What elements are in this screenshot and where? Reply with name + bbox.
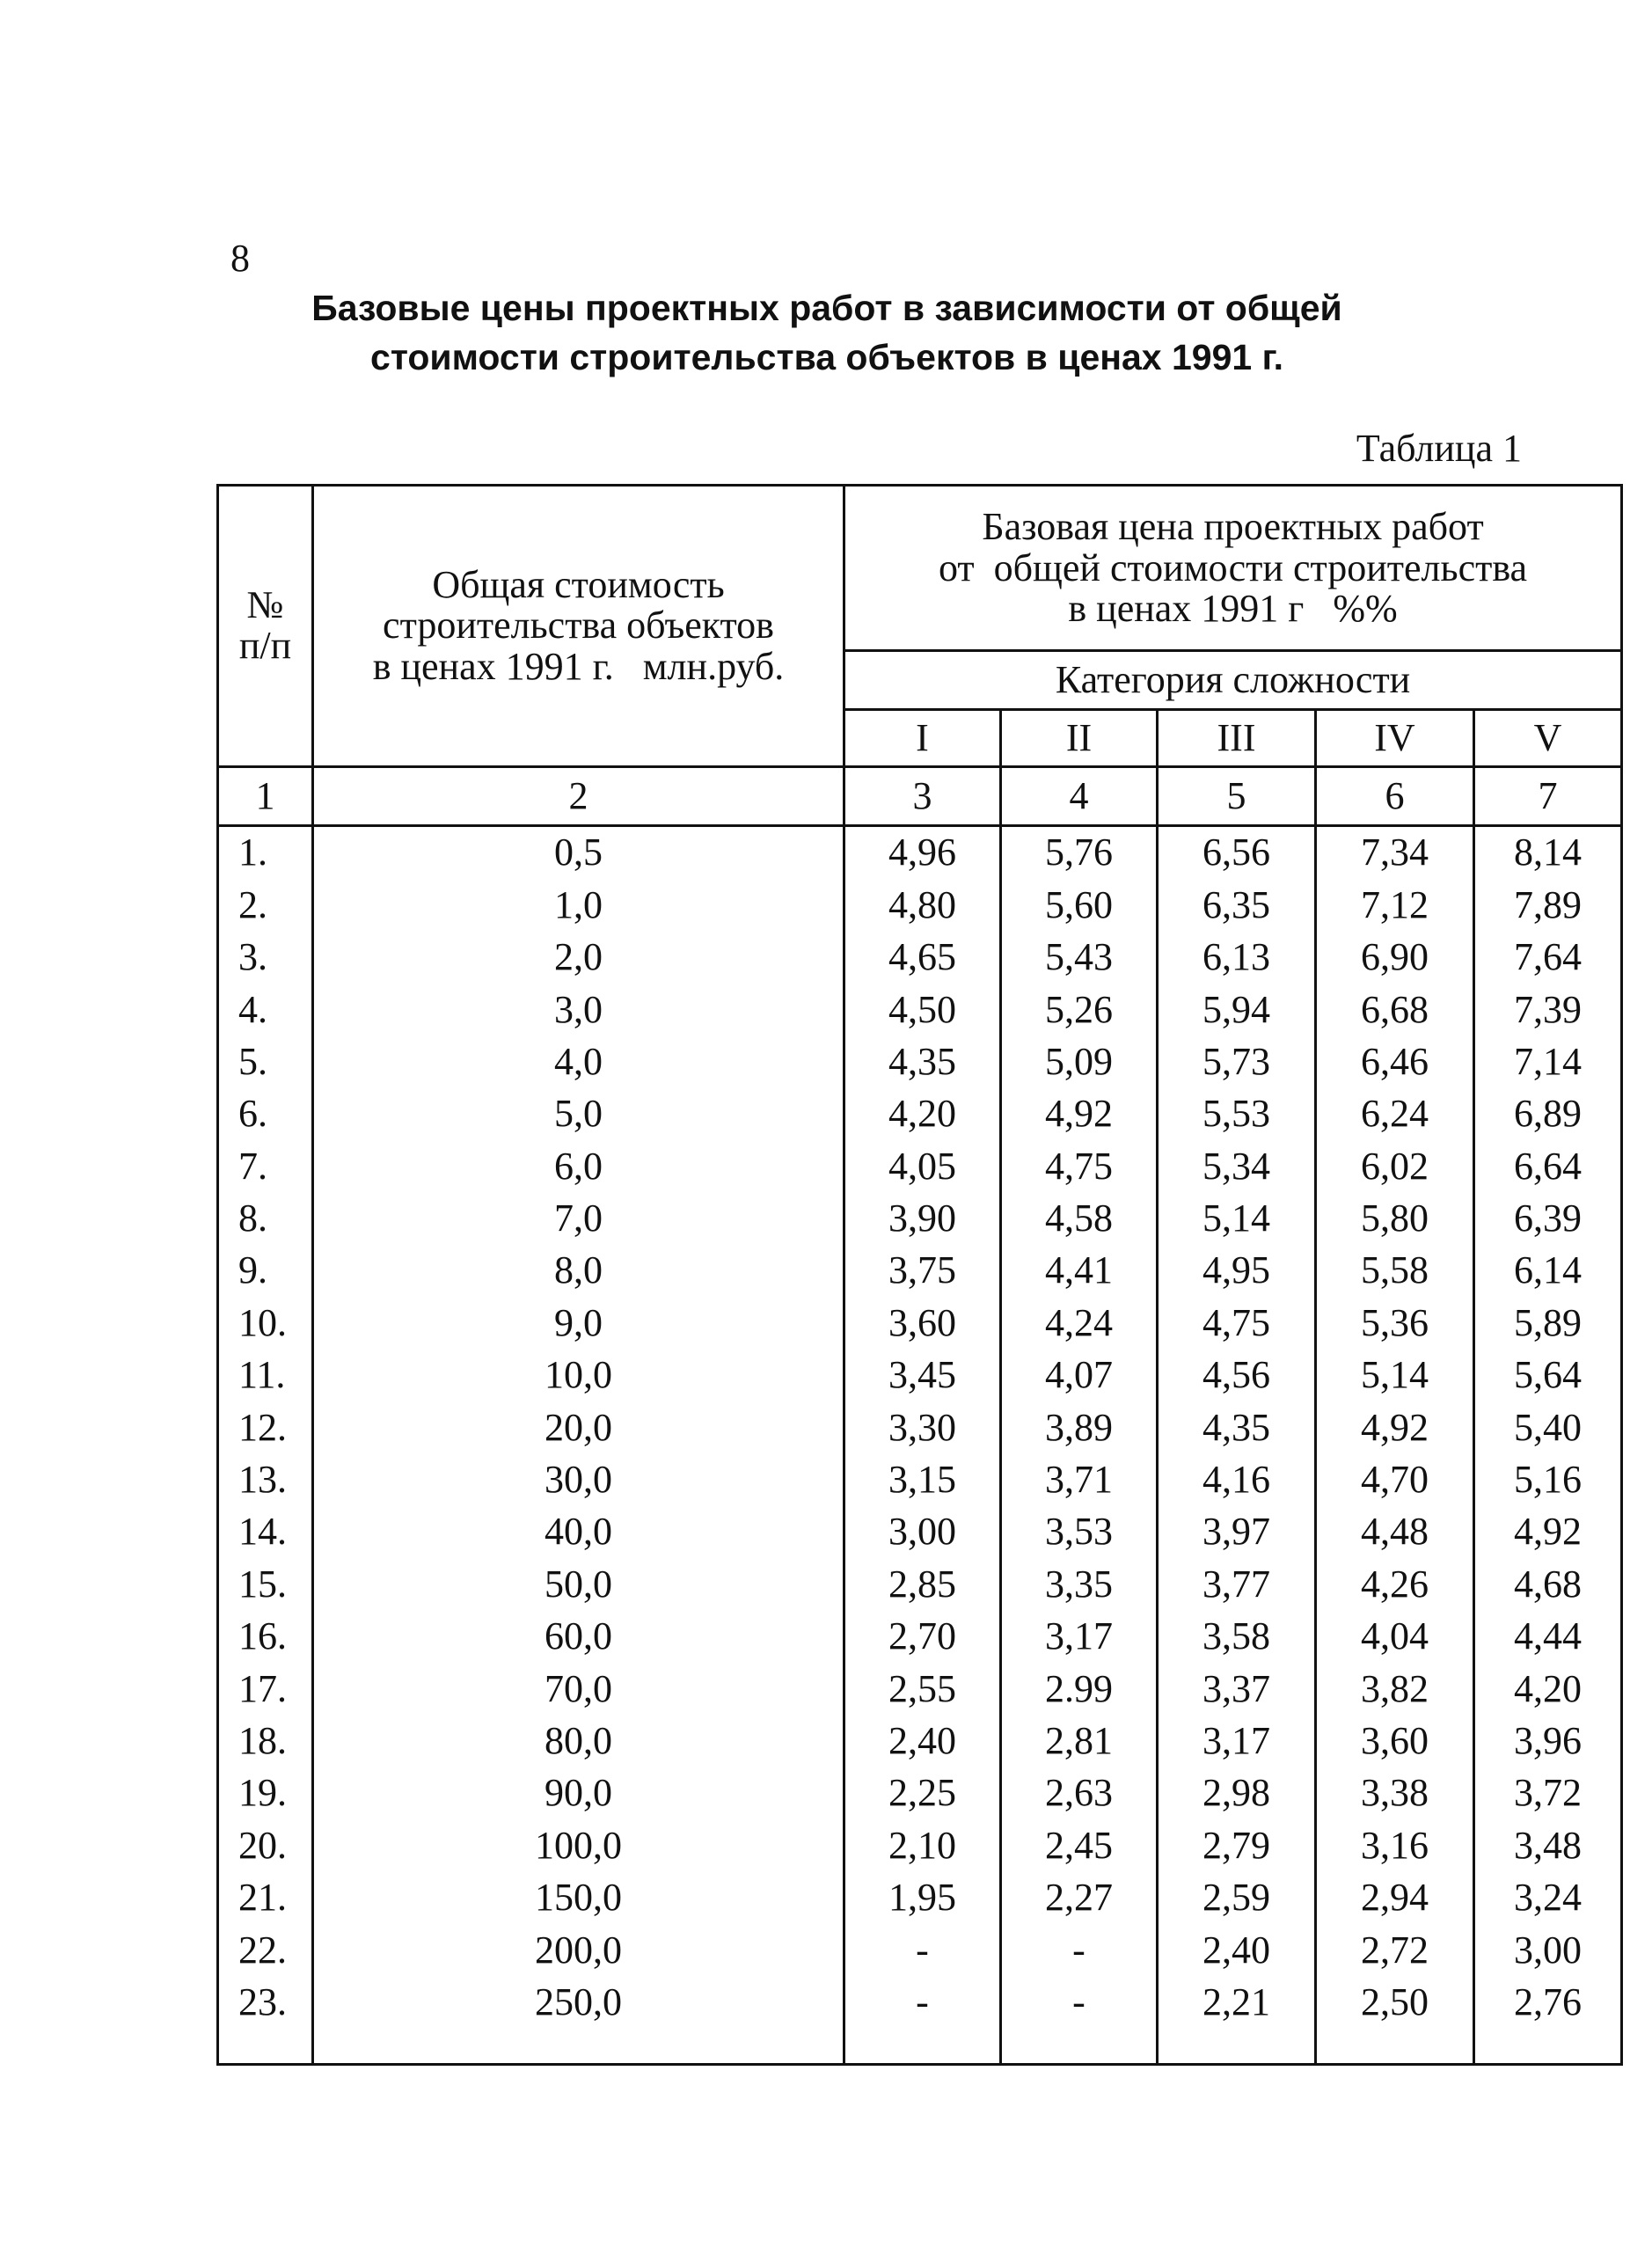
table-cell: 7,14: [1474, 1035, 1622, 1087]
table-cell: 2,70: [844, 1611, 1001, 1663]
table-cell: 6,46: [1316, 1035, 1474, 1087]
table-cell: 6,0: [313, 1140, 844, 1192]
table-cell: 2,59: [1158, 1872, 1316, 1924]
column-number: 2: [313, 766, 844, 825]
header-number: [218, 486, 313, 767]
table-cell: 20,0: [313, 1401, 844, 1453]
table-cell: 2,0: [313, 932, 844, 984]
table-cell: 6,24: [1316, 1088, 1474, 1140]
table-cell: 7,34: [1316, 825, 1474, 879]
table-cell: 21.: [218, 1872, 313, 1924]
table-cell: 11.: [218, 1350, 313, 1401]
column-number: 3: [844, 766, 1001, 825]
table-cell: 4,65: [844, 932, 1001, 984]
category-iii: III: [1158, 710, 1316, 767]
empty-cell: [844, 2029, 1001, 2065]
table-cell: 2,50: [1316, 1976, 1474, 2028]
table-cell: 6,35: [1158, 879, 1316, 931]
table-cell: 4,70: [1316, 1453, 1474, 1505]
category-v: V: [1474, 710, 1622, 767]
table-row: [218, 932, 1622, 984]
table-cell: 8,0: [313, 1245, 844, 1297]
table-cell: 19.: [218, 1767, 313, 1819]
table-cell: 4,50: [844, 984, 1001, 1035]
table-cell: 2,63: [1001, 1767, 1158, 1819]
table-cell: 5,58: [1316, 1245, 1474, 1297]
header-cost-line2: строительства объектов: [383, 604, 774, 648]
header-row-main: [218, 486, 1622, 651]
table-cell: 5,09: [1001, 1035, 1158, 1087]
table-cell: 6,64: [1474, 1140, 1622, 1192]
table-cell: 5,36: [1316, 1297, 1474, 1349]
table-cell: 4,68: [1474, 1558, 1622, 1610]
category-ii: II: [1001, 710, 1158, 767]
table-row: [218, 825, 1622, 879]
table-cell: 4,56: [1158, 1350, 1316, 1401]
price-table: [216, 484, 1623, 2066]
table-cell: -: [1001, 1976, 1158, 2028]
table-cell: 30,0: [313, 1453, 844, 1505]
column-number-row: [218, 766, 1622, 825]
table-cell: 200,0: [313, 1924, 844, 1976]
table-cell: 5.: [218, 1035, 313, 1087]
table-cell: 14.: [218, 1506, 313, 1558]
table-cell: 1.: [218, 825, 313, 879]
table-cell: 2,81: [1001, 1715, 1158, 1767]
document-title: [211, 283, 1443, 382]
table-cell: -: [844, 1924, 1001, 1976]
table-cell: 100,0: [313, 1819, 844, 1871]
table-cell: 5,94: [1158, 984, 1316, 1035]
table-cell: 2,94: [1316, 1872, 1474, 1924]
table-cell: 18.: [218, 1715, 313, 1767]
empty-cell: [1316, 2029, 1474, 2065]
table-cell: -: [1001, 1924, 1158, 1976]
table-cell: 5,14: [1158, 1193, 1316, 1245]
table-cell: 4,44: [1474, 1611, 1622, 1663]
table-cell: 5,80: [1316, 1193, 1474, 1245]
table-cell: 5,40: [1474, 1401, 1622, 1453]
table-cell: 4,35: [844, 1035, 1001, 1087]
table-cell: 10,0: [313, 1350, 844, 1401]
table-cell: 4,20: [844, 1088, 1001, 1140]
table-cell: 6,56: [1158, 825, 1316, 879]
table-row: [218, 1976, 1622, 2028]
column-number: 5: [1158, 766, 1316, 825]
table-cell: 1,0: [313, 879, 844, 931]
header-number-line2: п/п: [238, 624, 292, 668]
table-cell: 1,95: [844, 1872, 1001, 1924]
empty-cell: [1474, 2029, 1622, 2065]
table-row: [218, 984, 1622, 1035]
table-cell: 2,79: [1158, 1819, 1316, 1871]
table-cell: 3,58: [1158, 1611, 1316, 1663]
table-cell: 5,64: [1474, 1350, 1622, 1401]
table-cell: 2,40: [844, 1715, 1001, 1767]
table-cell: 5,73: [1158, 1035, 1316, 1087]
table-row: [218, 1506, 1622, 1558]
table-cell: 4,58: [1001, 1193, 1158, 1245]
table-cell: 6.: [218, 1088, 313, 1140]
table-cell: 2.: [218, 879, 313, 931]
table-cell: 22.: [218, 1924, 313, 1976]
header-base-price: [844, 486, 1622, 651]
table-cell: 4,26: [1316, 1558, 1474, 1610]
table-cell: 2,55: [844, 1663, 1001, 1715]
table-cell: 3,71: [1001, 1453, 1158, 1505]
table-row: [218, 1350, 1622, 1401]
table-cell: 4,92: [1474, 1506, 1622, 1558]
header-number-line1: №: [246, 583, 284, 627]
table-cell: 3,24: [1474, 1872, 1622, 1924]
table-cell: 6,90: [1316, 932, 1474, 984]
column-number: 6: [1316, 766, 1474, 825]
table-cell: 3,17: [1001, 1611, 1158, 1663]
table-cell: 0,5: [313, 825, 844, 879]
header-price-line2: от общей стоимости строительства: [938, 545, 1528, 589]
category-i: I: [844, 710, 1001, 767]
table-cell: 3,60: [844, 1297, 1001, 1349]
table-row: [218, 1035, 1622, 1087]
table-cell: 16.: [218, 1611, 313, 1663]
table-cell: 2,45: [1001, 1819, 1158, 1871]
table-cell: 15.: [218, 1558, 313, 1610]
table-cell: 12.: [218, 1401, 313, 1453]
table-cell: 150,0: [313, 1872, 844, 1924]
table-row: [218, 1140, 1622, 1192]
table-cell: 4,04: [1316, 1611, 1474, 1663]
table-cell: 5,16: [1474, 1453, 1622, 1505]
table-cell: 5,60: [1001, 879, 1158, 931]
table-cell: 4.: [218, 984, 313, 1035]
table-cell: 4,35: [1158, 1401, 1316, 1453]
title-line-1: Базовые цены проектных работ в зависимости от общей: [311, 288, 1342, 328]
empty-cell: [218, 2029, 313, 2065]
table-cell: 2,25: [844, 1767, 1001, 1819]
header-category: Категория сложности: [844, 651, 1622, 710]
table-cell: 5,26: [1001, 984, 1158, 1035]
column-number: 7: [1474, 766, 1622, 825]
table-cell: 7,39: [1474, 984, 1622, 1035]
table-cell: 13.: [218, 1453, 313, 1505]
table-cell: 3,37: [1158, 1663, 1316, 1715]
table-cell: 5,43: [1001, 932, 1158, 984]
table-cell: 3,90: [844, 1193, 1001, 1245]
table-cell: 10.: [218, 1297, 313, 1349]
table-row: [218, 1767, 1622, 1819]
table-cell: 5,76: [1001, 825, 1158, 879]
table-cell: 6,68: [1316, 984, 1474, 1035]
table-cell: 3.: [218, 932, 313, 984]
table-cell: 3,75: [844, 1245, 1001, 1297]
table-row: [218, 1663, 1622, 1715]
table-cell: -: [844, 1976, 1001, 2028]
table-cell: 80,0: [313, 1715, 844, 1767]
table-row: [218, 1715, 1622, 1767]
title-line-2: стоимости строительства объектов в ценах 1991 г.: [370, 337, 1283, 377]
table-cell: 5,0: [313, 1088, 844, 1140]
table-cell: 3,30: [844, 1401, 1001, 1453]
table-cell: 3,89: [1001, 1401, 1158, 1453]
table-cell: 3,82: [1316, 1663, 1474, 1715]
table-cell: 4,16: [1158, 1453, 1316, 1505]
table-cell: 3,77: [1158, 1558, 1316, 1610]
table-cell: 70,0: [313, 1663, 844, 1715]
table-cell: 7,64: [1474, 932, 1622, 984]
table-cell: 3,48: [1474, 1819, 1622, 1871]
table-label: Таблица 1: [1356, 427, 1522, 470]
table-cell: 2,27: [1001, 1872, 1158, 1924]
header-cost-line1: Общая стоимость: [432, 563, 725, 607]
table-row: [218, 879, 1622, 931]
table-row: [218, 1872, 1622, 1924]
table-cell: 9,0: [313, 1297, 844, 1349]
table-cell: 3,0: [313, 984, 844, 1035]
table-cell: 7,12: [1316, 879, 1474, 931]
table-cell: 3,38: [1316, 1767, 1474, 1819]
table-cell: 4,05: [844, 1140, 1001, 1192]
table-cell: 6,89: [1474, 1088, 1622, 1140]
table-cell: 3,45: [844, 1350, 1001, 1401]
table-cell: 4,07: [1001, 1350, 1158, 1401]
table-cell: 4,92: [1001, 1088, 1158, 1140]
table-cell: 3,35: [1001, 1558, 1158, 1610]
table-row: [218, 1453, 1622, 1505]
table-row: [218, 1924, 1622, 1976]
table-cell: 9.: [218, 1245, 313, 1297]
table-cell: 2,76: [1474, 1976, 1622, 2028]
table-cell: 3,00: [844, 1506, 1001, 1558]
table-row: [218, 1193, 1622, 1245]
table-cell: 2,21: [1158, 1976, 1316, 2028]
table-cell: 90,0: [313, 1767, 844, 1819]
category-iv: IV: [1316, 710, 1474, 767]
table-row: [218, 1611, 1622, 1663]
empty-cell: [313, 2029, 844, 2065]
header-price-line3: в ценах 1991 г %%: [1068, 586, 1398, 630]
table-cell: 8.: [218, 1193, 313, 1245]
table-cell: 50,0: [313, 1558, 844, 1610]
table-cell: 60,0: [313, 1611, 844, 1663]
table-cell: 4,48: [1316, 1506, 1474, 1558]
page-number: 8: [230, 237, 250, 280]
table-cell: 4,95: [1158, 1245, 1316, 1297]
table-cell: 4,20: [1474, 1663, 1622, 1715]
table-cell: 3,17: [1158, 1715, 1316, 1767]
table-cell: 5,34: [1158, 1140, 1316, 1192]
column-number: 4: [1001, 766, 1158, 825]
table-cell: 4,41: [1001, 1245, 1158, 1297]
table-cell: 3,96: [1474, 1715, 1622, 1767]
table-row: [218, 1558, 1622, 1610]
header-total-cost: [313, 486, 844, 767]
table-cell: 7,0: [313, 1193, 844, 1245]
table-cell: 2,72: [1316, 1924, 1474, 1976]
table-cell: 3,60: [1316, 1715, 1474, 1767]
table-cell: 6,14: [1474, 1245, 1622, 1297]
table-cell: 5,89: [1474, 1297, 1622, 1349]
table-cell: 6,39: [1474, 1193, 1622, 1245]
table-cell: 6,02: [1316, 1140, 1474, 1192]
table-cell: 4,92: [1316, 1401, 1474, 1453]
table-cell: 17.: [218, 1663, 313, 1715]
header-cost-line3: в ценах 1991 г. млн.руб.: [372, 644, 785, 688]
table-cell: 4,80: [844, 879, 1001, 931]
table-cell: 5,14: [1316, 1350, 1474, 1401]
table-row: [218, 1401, 1622, 1453]
table-cell: 20.: [218, 1819, 313, 1871]
table-cell: 3,15: [844, 1453, 1001, 1505]
table-cell: 2,98: [1158, 1767, 1316, 1819]
table-cell: 6,13: [1158, 932, 1316, 984]
table-row: [218, 1297, 1622, 1349]
table-cell: 7.: [218, 1140, 313, 1192]
table-cell: 250,0: [313, 1976, 844, 2028]
table-row: [218, 1088, 1622, 1140]
table-cell: 4,96: [844, 825, 1001, 879]
table-cell: 4,0: [313, 1035, 844, 1087]
table-cell: 3,16: [1316, 1819, 1474, 1871]
table-cell: 7,89: [1474, 879, 1622, 931]
table-row: [218, 1819, 1622, 1871]
table-filler-row: [218, 2029, 1622, 2065]
empty-cell: [1158, 2029, 1316, 2065]
table-cell: 3,97: [1158, 1506, 1316, 1558]
table-cell: 40,0: [313, 1506, 844, 1558]
table-row: [218, 1245, 1622, 1297]
table-cell: 3,53: [1001, 1506, 1158, 1558]
table-cell: 4,75: [1001, 1140, 1158, 1192]
table-cell: 23.: [218, 1976, 313, 2028]
table-cell: 4,75: [1158, 1297, 1316, 1349]
table-cell: 2,10: [844, 1819, 1001, 1871]
table-body: [218, 825, 1622, 2064]
table-cell: 2.99: [1001, 1663, 1158, 1715]
table-cell: 5,53: [1158, 1088, 1316, 1140]
table-cell: 8,14: [1474, 825, 1622, 879]
column-number: 1: [218, 766, 313, 825]
table-cell: 4,24: [1001, 1297, 1158, 1349]
empty-cell: [1001, 2029, 1158, 2065]
table-cell: 3,72: [1474, 1767, 1622, 1819]
header-price-line1: Базовая цена проектных работ: [982, 505, 1484, 549]
table-cell: 3,00: [1474, 1924, 1622, 1976]
table-cell: 2,85: [844, 1558, 1001, 1610]
table-cell: 2,40: [1158, 1924, 1316, 1976]
